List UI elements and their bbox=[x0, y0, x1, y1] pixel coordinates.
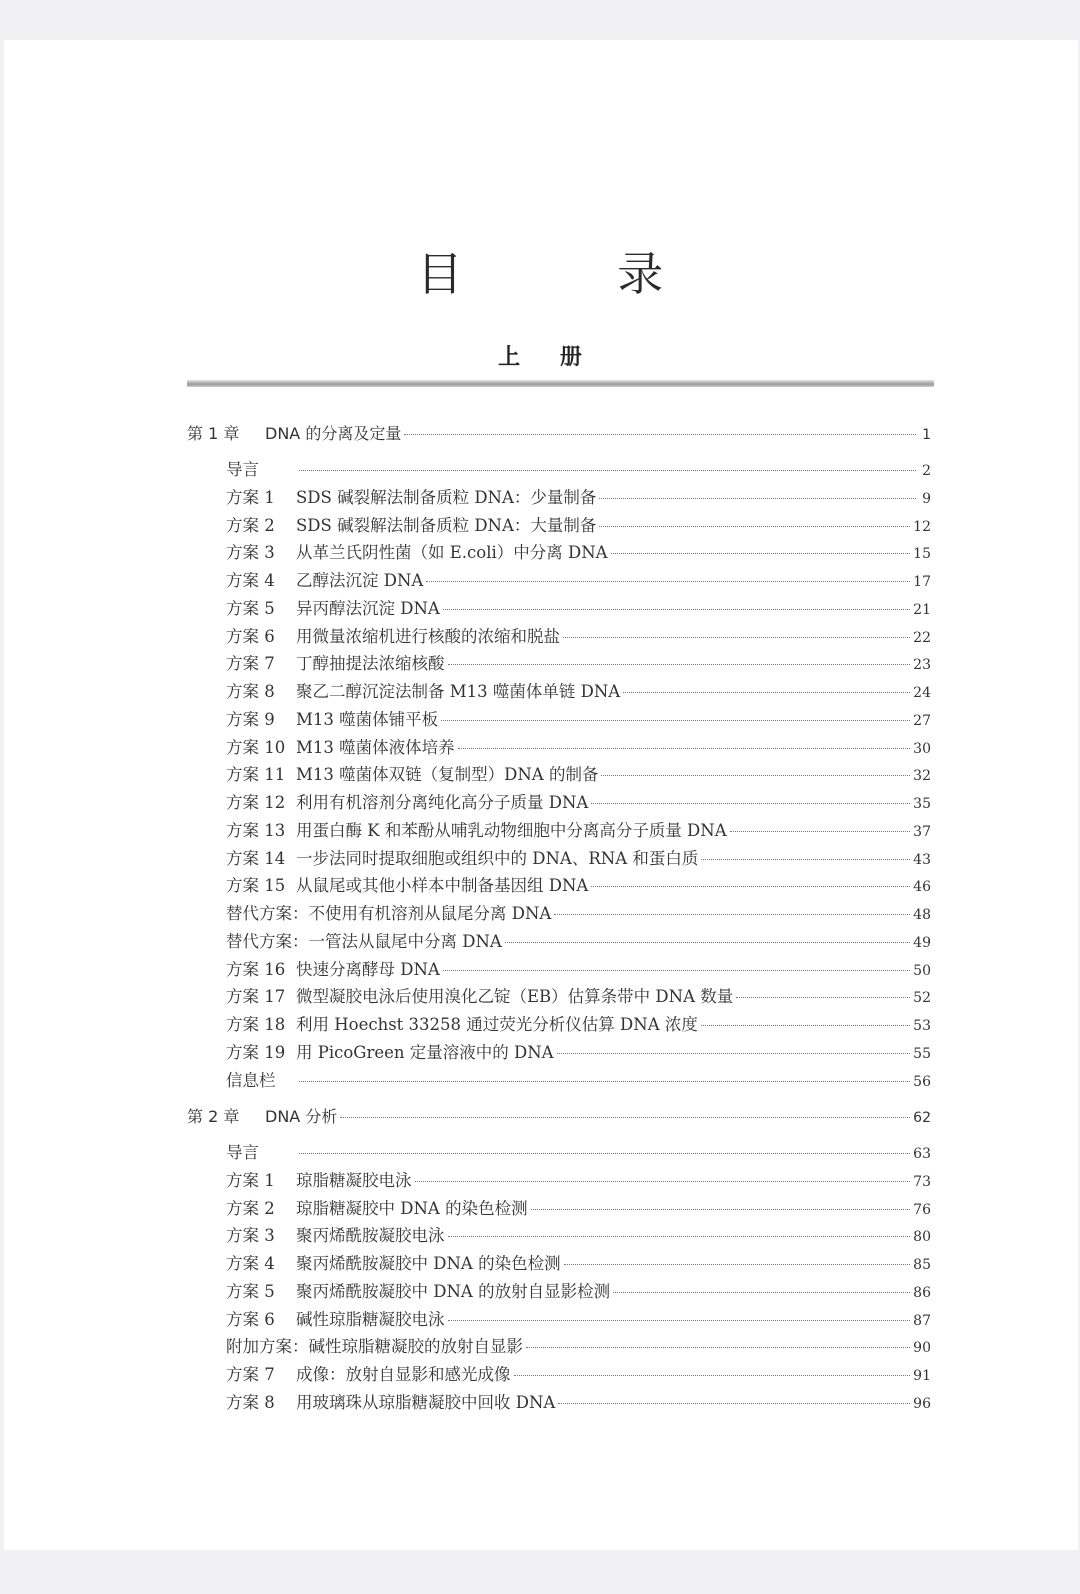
page-number: 96 bbox=[913, 1395, 931, 1412]
entry-title: 一管法从鼠尾中分离 DNA bbox=[308, 931, 502, 951]
entry-label: 方案 5 bbox=[226, 598, 275, 618]
entry-label: 方案 2 bbox=[226, 1198, 275, 1218]
dot-leader bbox=[611, 553, 911, 554]
dot-leader bbox=[563, 637, 910, 638]
dot-leader bbox=[448, 664, 911, 665]
entry-title: 一步法同时提取细胞或组织中的 DNA、RNA 和蛋白质 bbox=[296, 848, 699, 868]
dot-leader bbox=[514, 1375, 911, 1376]
page-number: 37 bbox=[913, 823, 931, 840]
entry-title: 异丙醇法沉淀 DNA bbox=[296, 598, 440, 618]
dot-leader bbox=[564, 1264, 911, 1265]
entry-label: 方案 11 bbox=[226, 765, 286, 785]
page-number: 76 bbox=[913, 1201, 931, 1218]
toc-entry[interactable] bbox=[226, 1011, 931, 1035]
entry-label: 方案 17 bbox=[226, 987, 286, 1007]
entry-title: 用蛋白酶 K 和苯酚从哺乳动物细胞中分离高分子质量 DNA bbox=[296, 820, 727, 840]
page-number: 91 bbox=[913, 1368, 931, 1384]
entry-label: 方案 14 bbox=[226, 848, 286, 868]
page-number: 50 bbox=[913, 962, 931, 979]
page-number: 49 bbox=[913, 934, 931, 951]
entry-label: 方案 7 bbox=[226, 654, 275, 674]
page-number: 86 bbox=[913, 1284, 931, 1301]
page-number: 22 bbox=[913, 629, 931, 646]
toc-entry[interactable] bbox=[226, 761, 931, 785]
entry-title: 不使用有机溶剂从鼠尾分离 DNA bbox=[308, 904, 552, 923]
entry-label: 方案 3 bbox=[226, 543, 275, 563]
toc-entry[interactable] bbox=[226, 484, 931, 508]
entry-title: 聚丙烯酰胺凝胶中 DNA 的放射自显影检测 bbox=[296, 1281, 611, 1301]
entry-label: 方案 8 bbox=[226, 682, 275, 701]
toc-entry[interactable] bbox=[226, 706, 931, 730]
toc-entry[interactable] bbox=[226, 678, 931, 702]
entry-title: 琼脂糖凝胶中 DNA 的染色检测 bbox=[296, 1198, 528, 1218]
toc-entry[interactable] bbox=[226, 928, 931, 952]
entry-title: 丁醇抽提法浓缩核酸 bbox=[296, 654, 445, 674]
dot-leader bbox=[443, 970, 910, 971]
dot-leader bbox=[701, 859, 910, 860]
entry-title: SDS 碱裂解法制备质粒 DNA：少量制备 bbox=[296, 487, 597, 507]
toc-entry[interactable] bbox=[226, 1333, 931, 1357]
page-number: 46 bbox=[913, 879, 931, 896]
toc-chapter[interactable] bbox=[187, 421, 931, 445]
entry-label: 方案 5 bbox=[226, 1281, 275, 1301]
dot-leader bbox=[623, 692, 910, 693]
page-number: 1 bbox=[922, 427, 931, 443]
dot-leader bbox=[613, 1292, 910, 1293]
page-title: 目 录 bbox=[416, 247, 734, 301]
toc-entry[interactable] bbox=[226, 900, 931, 924]
toc-entry[interactable] bbox=[226, 1389, 931, 1413]
page-number: 35 bbox=[913, 796, 931, 812]
dot-leader bbox=[299, 470, 916, 471]
page-number: 30 bbox=[913, 740, 931, 757]
entry-title: 用微量浓缩机进行核酸的浓缩和脱盐 bbox=[296, 626, 560, 646]
dot-leader bbox=[441, 720, 910, 721]
dot-leader bbox=[505, 942, 910, 943]
page-number: 87 bbox=[913, 1312, 931, 1329]
entry-label: 方案 19 bbox=[226, 1042, 286, 1062]
toc-entry[interactable] bbox=[226, 1195, 931, 1219]
dot-leader bbox=[591, 803, 910, 804]
entry-label: 方案 10 bbox=[226, 737, 286, 757]
toc-entry[interactable] bbox=[226, 983, 931, 1007]
entry-title: 聚丙烯酰胺凝胶电泳 bbox=[296, 1226, 445, 1246]
dot-leader bbox=[599, 526, 910, 527]
toc-entry[interactable] bbox=[226, 567, 931, 591]
dot-leader bbox=[736, 997, 910, 998]
page-number: 15 bbox=[913, 546, 931, 563]
page-number: 55 bbox=[913, 1045, 931, 1062]
page-number: 62 bbox=[913, 1110, 931, 1126]
entry-title: M13 噬菌体液体培养 bbox=[296, 737, 455, 757]
page-number: 43 bbox=[913, 851, 931, 868]
toc-entry[interactable] bbox=[226, 1361, 931, 1385]
dot-leader bbox=[415, 1181, 911, 1182]
entry-title: 琼脂糖凝胶电泳 bbox=[296, 1170, 412, 1190]
dot-leader bbox=[426, 581, 910, 582]
entry-label: 方案 6 bbox=[226, 626, 275, 646]
entry-label: 方案 3 bbox=[226, 1226, 275, 1246]
dot-leader bbox=[531, 1209, 911, 1210]
entry-label: 信息栏 bbox=[226, 1070, 276, 1090]
entry-title: 碱性琼脂糖凝胶电泳 bbox=[296, 1309, 445, 1329]
dot-leader bbox=[340, 1117, 910, 1118]
entry-title: 微型凝胶电泳后使用溴化乙锭（EB）估算条带中 DNA 数量 bbox=[296, 987, 734, 1007]
toc-entry[interactable] bbox=[226, 956, 931, 980]
chapter-label: 第 1 章 bbox=[187, 424, 240, 443]
page-number: 21 bbox=[913, 601, 931, 618]
toc-entry[interactable] bbox=[226, 512, 931, 536]
entry-label: 方案 6 bbox=[226, 1309, 275, 1329]
dot-leader bbox=[448, 1236, 911, 1237]
toc-entry[interactable] bbox=[226, 456, 931, 480]
page-number: 63 bbox=[913, 1146, 931, 1162]
dot-leader bbox=[730, 831, 911, 832]
page-number: 2 bbox=[922, 463, 931, 479]
toc-entry[interactable] bbox=[226, 789, 931, 813]
entry-label: 方案 15 bbox=[226, 876, 286, 896]
dot-leader bbox=[299, 1153, 910, 1154]
entry-label: 替代方案： bbox=[226, 931, 309, 951]
entry-title: 从革兰氏阴性菌（如 E.coli）中分离 DNA bbox=[296, 543, 608, 563]
entry-title: M13 噬菌体铺平板 bbox=[296, 709, 439, 729]
page-number: 52 bbox=[913, 990, 931, 1007]
page-number: 80 bbox=[913, 1229, 931, 1246]
page-number: 85 bbox=[913, 1257, 931, 1273]
chapter-title: DNA 的分离及定量 bbox=[265, 424, 402, 443]
page-number: 23 bbox=[913, 657, 931, 674]
page-number: 56 bbox=[913, 1073, 931, 1090]
entry-label: 方案 2 bbox=[226, 515, 275, 535]
entry-label: 方案 4 bbox=[226, 571, 275, 590]
dot-leader bbox=[299, 1081, 910, 1082]
dot-leader bbox=[404, 434, 916, 435]
dot-leader bbox=[526, 1347, 910, 1348]
chapter-label: 第 2 章 bbox=[187, 1107, 240, 1126]
entry-label: 方案 4 bbox=[226, 1254, 275, 1273]
toc-entry[interactable] bbox=[226, 1039, 931, 1063]
toc-entry[interactable] bbox=[226, 872, 931, 896]
toc-entry[interactable] bbox=[226, 1250, 931, 1274]
dot-leader bbox=[601, 775, 910, 776]
toc-entry[interactable] bbox=[226, 650, 931, 674]
entry-title: 成像：放射自显影和感光成像 bbox=[296, 1365, 511, 1384]
entry-label: 导言 bbox=[226, 460, 259, 479]
entry-label: 方案 9 bbox=[226, 709, 275, 729]
toc-entry[interactable] bbox=[226, 623, 931, 647]
entry-label: 附加方案： bbox=[226, 1337, 309, 1357]
page-number: 90 bbox=[913, 1340, 931, 1357]
dot-leader bbox=[701, 1025, 910, 1026]
entry-label: 方案 8 bbox=[226, 1392, 275, 1412]
toc-entry[interactable] bbox=[226, 1067, 931, 1091]
entry-title: 聚乙二醇沉淀法制备 M13 噬菌体单链 DNA bbox=[296, 682, 621, 701]
entry-title: 碱性琼脂糖凝胶的放射自显影 bbox=[308, 1337, 523, 1357]
toc-entry[interactable] bbox=[226, 1278, 931, 1302]
toc-entry[interactable] bbox=[226, 734, 931, 758]
dot-leader bbox=[558, 1403, 910, 1404]
entry-title: 快速分离酵母 DNA bbox=[296, 959, 440, 979]
heading-rule bbox=[187, 380, 934, 387]
page-number: 53 bbox=[913, 1018, 931, 1034]
dot-leader bbox=[458, 748, 911, 749]
entry-label: 方案 7 bbox=[226, 1365, 275, 1384]
dot-leader bbox=[591, 886, 910, 887]
page-number: 73 bbox=[913, 1173, 931, 1190]
page-number: 17 bbox=[913, 574, 931, 590]
dot-leader bbox=[443, 609, 910, 610]
toc-entry[interactable] bbox=[226, 1306, 931, 1330]
entry-title: 用 PicoGreen 定量溶液中的 DNA bbox=[296, 1042, 554, 1062]
entry-title: 用玻璃珠从琼脂糖凝胶中回收 DNA bbox=[296, 1392, 556, 1412]
entry-label: 替代方案： bbox=[226, 904, 309, 923]
entry-title: 乙醇法沉淀 DNA bbox=[296, 571, 424, 590]
entry-title: 从鼠尾或其他小样本中制备基因组 DNA bbox=[296, 876, 589, 896]
dot-leader bbox=[554, 914, 910, 915]
page-number: 27 bbox=[913, 712, 931, 729]
entry-title: 聚丙烯酰胺凝胶中 DNA 的染色检测 bbox=[296, 1254, 561, 1273]
dot-leader bbox=[448, 1320, 911, 1321]
toc-entry[interactable] bbox=[226, 817, 931, 841]
volume-heading: 上 册 bbox=[498, 345, 598, 370]
entry-label: 方案 13 bbox=[226, 820, 286, 840]
dot-leader bbox=[557, 1053, 911, 1054]
dot-leader bbox=[599, 498, 916, 499]
entry-title: M13 噬菌体双链（复制型）DNA 的制备 bbox=[296, 765, 599, 785]
page-number: 24 bbox=[913, 685, 931, 701]
toc-entry[interactable] bbox=[226, 845, 931, 869]
chapter-title: DNA 分析 bbox=[265, 1107, 338, 1126]
entry-title: SDS 碱裂解法制备质粒 DNA：大量制备 bbox=[296, 515, 597, 535]
page-number: 12 bbox=[913, 518, 931, 535]
toc-entry[interactable] bbox=[226, 1167, 931, 1191]
page-number: 48 bbox=[913, 907, 931, 923]
entry-title: 利用有机溶剂分离纯化高分子质量 DNA bbox=[296, 793, 589, 812]
entry-label: 导言 bbox=[226, 1143, 259, 1162]
toc-entry[interactable] bbox=[226, 539, 931, 563]
entry-label: 方案 1 bbox=[226, 487, 275, 507]
entry-label: 方案 16 bbox=[226, 959, 286, 979]
entry-title: 利用 Hoechst 33258 通过荧光分析仪估算 DNA 浓度 bbox=[296, 1015, 698, 1034]
toc-entry[interactable] bbox=[226, 1222, 931, 1246]
page-number: 9 bbox=[922, 490, 931, 507]
entry-label: 方案 1 bbox=[226, 1170, 275, 1190]
entry-label: 方案 18 bbox=[226, 1015, 286, 1034]
page-number: 32 bbox=[913, 768, 931, 785]
toc-chapter[interactable] bbox=[187, 1104, 931, 1128]
entry-label: 方案 12 bbox=[226, 793, 286, 812]
toc-entry[interactable] bbox=[226, 595, 931, 619]
toc-entry[interactable] bbox=[226, 1139, 931, 1163]
